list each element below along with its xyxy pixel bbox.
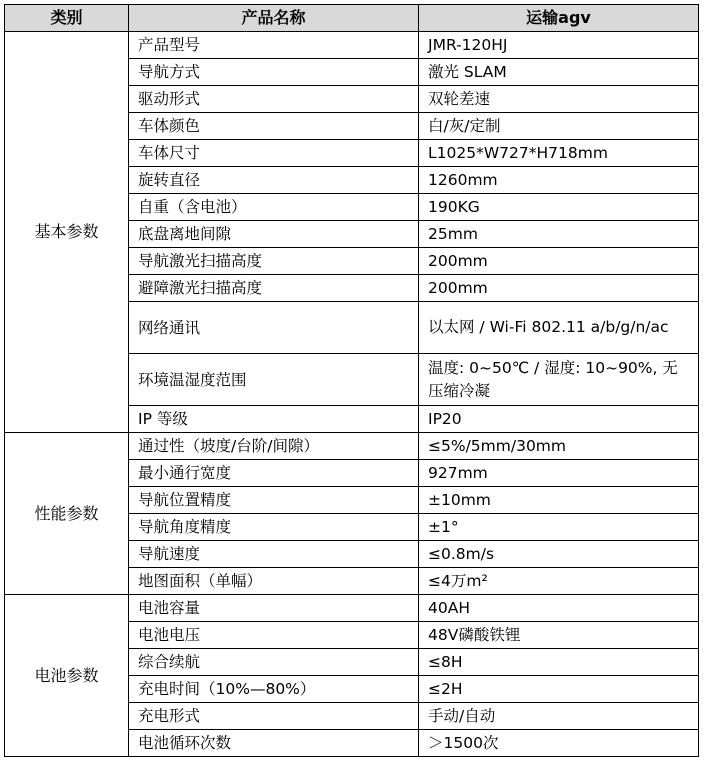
table-row <box>5 595 699 622</box>
param-value-cell: 双轮差速 <box>419 86 699 113</box>
param-name-cell: 驱动形式 <box>129 86 419 113</box>
param-value-cell: 白/灰/定制 <box>419 113 699 140</box>
param-value-cell: ±1° <box>419 514 699 541</box>
param-name-cell: 网络通讯 <box>129 302 419 354</box>
param-name-cell: 产品型号 <box>129 32 419 59</box>
param-value-cell: ＞1500次 <box>419 730 699 757</box>
param-value-cell: 200mm <box>419 248 699 275</box>
header-category: 类别 <box>5 5 129 32</box>
param-name-cell: 自重（含电池） <box>129 194 419 221</box>
param-name-cell: 车体尺寸 <box>129 140 419 167</box>
param-value-cell: 40AH <box>419 595 699 622</box>
param-name-cell: 导航位置精度 <box>129 487 419 514</box>
param-value-cell: IP20 <box>419 406 699 433</box>
param-value-cell: 927mm <box>419 460 699 487</box>
param-name-cell: 电池容量 <box>129 595 419 622</box>
param-name-cell: 充电形式 <box>129 703 419 730</box>
param-name-cell: 避障激光扫描高度 <box>129 275 419 302</box>
param-value-cell: 200mm <box>419 275 699 302</box>
param-name-cell: 导航角度精度 <box>129 514 419 541</box>
category-cell: 性能参数 <box>5 433 129 595</box>
param-value-cell: 1260mm <box>419 167 699 194</box>
param-name-cell: 通过性（坡度/台阶/间隙） <box>129 433 419 460</box>
param-value-cell: L1025*W727*H718mm <box>419 140 699 167</box>
param-value-cell: 48V磷酸铁锂 <box>419 622 699 649</box>
param-name-cell: 环境温湿度范围 <box>129 354 419 406</box>
param-name-cell: 综合续航 <box>129 649 419 676</box>
param-name-cell: 旋转直径 <box>129 167 419 194</box>
param-name-cell: 导航方式 <box>129 59 419 86</box>
param-value-cell: 25mm <box>419 221 699 248</box>
param-name-cell: 最小通行宽度 <box>129 460 419 487</box>
header-product-name: 产品名称 <box>129 5 419 32</box>
param-value-cell: JMR-120HJ <box>419 32 699 59</box>
param-name-cell: 底盘离地间隙 <box>129 221 419 248</box>
category-cell: 电池参数 <box>5 595 129 757</box>
header-transport-agv: 运输agv <box>419 5 699 32</box>
param-value-cell: 手动/自动 <box>419 703 699 730</box>
param-value-cell: ≤8H <box>419 649 699 676</box>
param-name-cell: 导航激光扫描高度 <box>129 248 419 275</box>
param-value-cell: ≤0.8m/s <box>419 541 699 568</box>
param-value-cell: ±10mm <box>419 487 699 514</box>
header-row <box>5 5 699 32</box>
param-value-cell: ≤2H <box>419 676 699 703</box>
param-value-cell: 温度: 0~50℃ / 湿度: 10~90%, 无压缩冷凝 <box>419 354 699 406</box>
param-value-cell: ≤5%/5mm/30mm <box>419 433 699 460</box>
table-row <box>5 32 699 59</box>
param-name-cell: 地图面积（单幅） <box>129 568 419 595</box>
param-value-cell: ≤4万m² <box>419 568 699 595</box>
param-name-cell: IP 等级 <box>129 406 419 433</box>
category-cell: 基本参数 <box>5 32 129 433</box>
param-value-cell: 190KG <box>419 194 699 221</box>
param-value-cell: 以太网 / Wi-Fi 802.11 a/b/g/n/ac <box>419 302 699 354</box>
param-name-cell: 充电时间（10%—80%） <box>129 676 419 703</box>
param-value-cell: 激光 SLAM <box>419 59 699 86</box>
table-row <box>5 433 699 460</box>
param-name-cell: 电池电压 <box>129 622 419 649</box>
param-name-cell: 车体颜色 <box>129 113 419 140</box>
param-name-cell: 导航速度 <box>129 541 419 568</box>
spec-body <box>5 32 699 757</box>
param-name-cell: 电池循环次数 <box>129 730 419 757</box>
spec-table <box>4 4 699 757</box>
